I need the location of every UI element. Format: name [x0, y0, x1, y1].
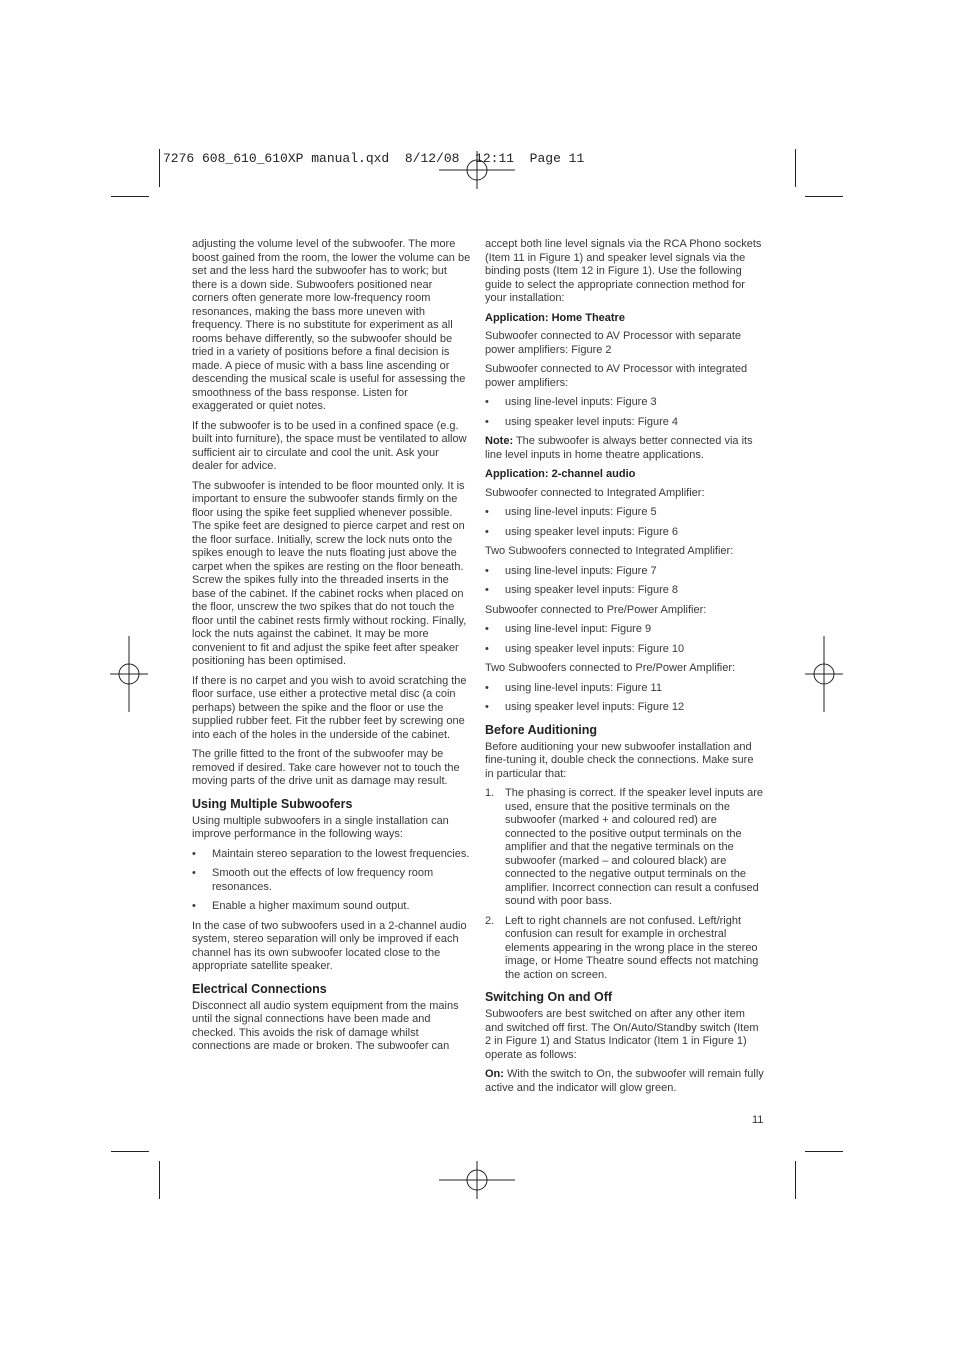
list-item: • using line-level inputs: Figure 3: [485, 396, 765, 410]
list-item: • using line-level inputs: Figure 7: [485, 565, 765, 579]
bullet-list: [485, 396, 765, 429]
note-text: The subwoofer is always better connected via its line level inputs in home theatre applications.: [485, 435, 753, 461]
bullet-list: [485, 682, 765, 715]
on-label: On:: [485, 1068, 504, 1080]
list-item: • Smooth out the effects of low frequency room resonances.: [192, 867, 472, 894]
bullet-list: [485, 565, 765, 598]
list-number: 2.: [485, 914, 495, 927]
registration-mark-right: [805, 636, 843, 712]
paragraph: Two Subwoofers connected to Pre/Power Amplifier:: [485, 662, 736, 674]
heading-2-channel-audio: Application: 2-channel audio: [485, 468, 636, 480]
paragraph: If there is no carpet and you wish to avoid scratching the floor surface, use either a protective metal disc (a coin perhaps) between the spike and the floor or use the supplied rubber feet. Fit the rubber feet by screwing one into each of the holes in the underside of the cabinet.: [192, 674, 467, 741]
registration-mark-left: [110, 636, 148, 712]
list-text: The phasing is correct. If the speaker level inputs are used, ensure that the positive terminals on the subwoofer (marked + and coloured red) are connected to the positive output terminals on the amplifier and that the negative terminals on the subwoofer (marked – and coloured black) are connected to the negative output terminals on the amplifier. Incorrect connection can result a confused sound with poor bass.: [505, 787, 764, 907]
heading-electrical-connections: Electrical Connections: [192, 981, 327, 996]
registration-mark-top: [439, 151, 515, 189]
right-column: [485, 238, 765, 1101]
note-paragraph: [485, 435, 765, 462]
paragraph: Using multiple subwoofers in a single installation can improve performance in the following ways:: [192, 814, 449, 840]
paragraph: The grille fitted to the front of the subwoofer may be removed if desired. Take care however not to touch the moving parts of the drive unit as damage may result.: [192, 748, 460, 787]
file-slug: 7276 608_610_610XP manual.qxd 8/12/08 12:11 Page 11: [163, 151, 585, 166]
heading-multiple-subwoofers: Using Multiple Subwoofers: [192, 796, 353, 811]
registration-mark-bottom: [439, 1161, 515, 1199]
paragraph: Subwoofers are best switched on after any other item and switched off first. The On/Auto/Standby switch (Item 2 in Figure 1) and Status Indicator (Item 1 in Figure 1) operate as follows:: [485, 1008, 759, 1061]
list-item: • using line-level inputs: Figure 5: [485, 506, 765, 520]
list-item: [485, 915, 765, 983]
list-item: • using speaker level inputs: Figure 12: [485, 701, 765, 715]
list-number: 1.: [485, 787, 495, 799]
paragraph: Two Subwoofers connected to Integrated Amplifier:: [485, 545, 734, 557]
crop-mark-bl-h: [111, 1151, 149, 1152]
page-number: 11: [752, 1114, 764, 1126]
list-text: Left to right channels are not confused. Left/right confusion can result for example in orchestral elements appearing in the wrong place in the stereo image, or Home Theatre sound effects not matching the action on screen.: [505, 914, 759, 981]
crop-mark-br-h: [805, 1151, 843, 1152]
note-label: Note:: [485, 435, 514, 447]
list-item: • Enable a higher maximum sound output.: [192, 900, 472, 914]
crop-mark-tl-v: [159, 149, 160, 187]
heading-home-theatre: Application: Home Theatre: [485, 311, 625, 324]
bullet-list: [485, 623, 765, 656]
paragraph: The subwoofer is intended to be floor mounted only. It is important to ensure the subwoofer stands firmly on the floor using the spike feet supplied whenever possible. The spike feet are designed to pierce carpet and rest on the floor surface. Initially, screw the lock nuts onto the spikes enough to leave the nuts floating just above the carpet when the spikes are resting on the floor beneath. Screw the spikes fully into the threaded inserts in the base of the cabinet. If the cabinet rocks when placed on the floor, unscrew the two spikes that do not touch the floor until the cabinet rests firmly without rocking. Finally, lock the nuts against the cabinet. It may be more convenient to fit and adjust the spike feet after speaker positioning has been optimised.: [192, 479, 467, 667]
crop-mark-tr-v: [795, 149, 796, 187]
paragraph: Disconnect all audio system equipment from the mains until the signal connections have been made and checked. This avoids the risk of damage whilst connections are made or broken. The subwoofer can: [192, 999, 459, 1052]
paragraph: accept both line level signals via the RCA Phono sockets (Item 11 in Figure 1) and speaker level signals via the binding posts (Item 12 in Figure 1). Use the following guide to select the appropriate connection method for your installation:: [485, 238, 762, 304]
crop-mark-bl-v: [159, 1161, 160, 1199]
list-item: • using line-level input: Figure 9: [485, 623, 765, 637]
bullet-list: [485, 506, 765, 539]
list-item: • Maintain stereo separation to the lowest frequencies.: [192, 848, 472, 862]
heading-switching-on-off: Switching On and Off: [485, 990, 613, 1004]
crop-mark-tr-h: [805, 196, 843, 197]
list-item: [485, 787, 765, 909]
on-text: With the switch to On, the subwoofer will remain fully active and the indicator will glow green.: [485, 1068, 764, 1094]
paragraph: Subwoofer connected to Integrated Amplifier:: [485, 486, 705, 499]
list-item: • using line-level inputs: Figure 11: [485, 682, 765, 696]
numbered-list: [485, 787, 765, 982]
list-item: • using speaker level inputs: Figure 8: [485, 584, 765, 598]
list-item: • using speaker level inputs: Figure 6: [485, 526, 765, 540]
on-paragraph: [485, 1068, 765, 1095]
left-column: [192, 238, 472, 1060]
paragraph: Before auditioning your new subwoofer installation and fine-tuning it, double check the connections. Make sure in particular that:: [485, 740, 754, 780]
heading-before-auditioning: Before Auditioning: [485, 722, 598, 737]
crop-mark-br-v: [795, 1161, 796, 1199]
list-item: • using speaker level inputs: Figure 10: [485, 643, 765, 657]
paragraph: In the case of two subwoofers used in a 2-channel audio system, stereo separation will only be improved if each channel has its own subwoofer located close to the appropriate satellite speaker.: [192, 919, 467, 972]
paragraph: adjusting the volume level of the subwoofer. The more boost gained from the room, the lower the volume can be set and the less hard the subwoofer has to work; but there is a down side. Subwoofers positioned near corners often generate more low-frequency room resonances, making the bass more uneven with frequency. There is no substitute for experiment as all rooms behave differently, so the subwoofer should be tried in a variety of positions before a final decision is made. A piece of music with a bass line ascending or descending the musical scale is useful for assessing the smoothness of the bass response. Listen for exaggerated or quiet notes.: [192, 238, 471, 412]
bullet-list: [192, 848, 472, 914]
paragraph: Subwoofer connected to AV Processor with integrated power amplifiers:: [485, 363, 748, 389]
list-item: • using speaker level inputs: Figure 4: [485, 416, 765, 430]
paragraph: Subwoofer connected to Pre/Power Amplifier:: [485, 603, 707, 616]
paragraph: Subwoofer connected to AV Processor with separate power amplifiers: Figure 2: [485, 330, 741, 356]
crop-mark-tl-h: [111, 196, 149, 197]
paragraph: If the subwoofer is to be used in a confined space (e.g. built into furniture), the space must be ventilated to allow sufficient air to circulate and cool the unit. Ask your dealer for advice.: [192, 419, 467, 472]
